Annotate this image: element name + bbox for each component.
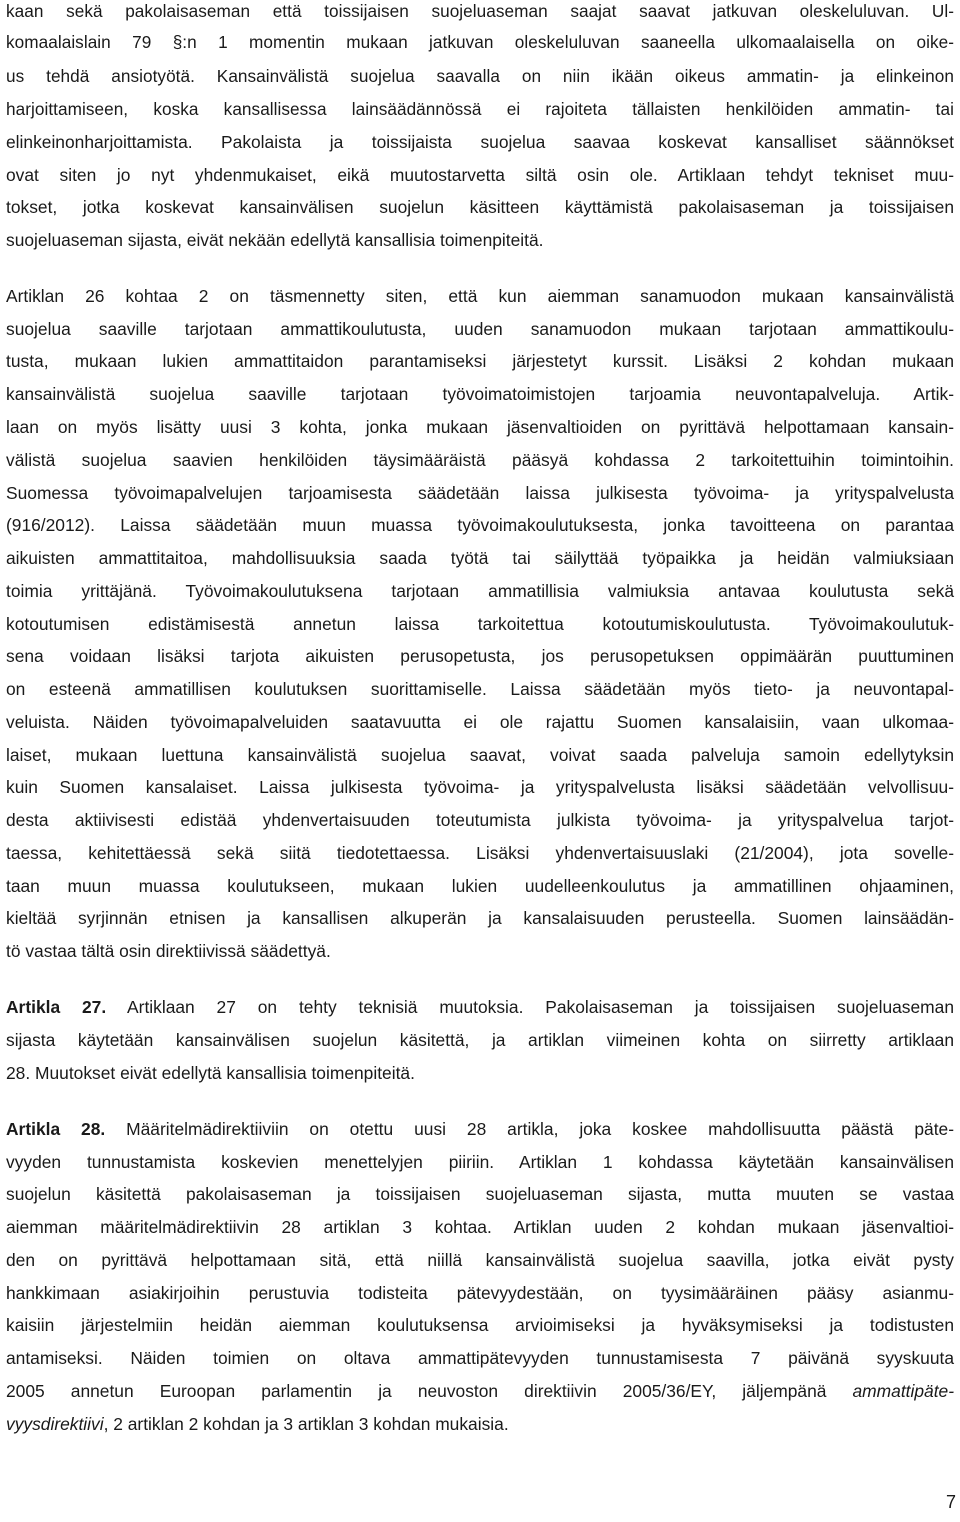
text-line: välistä suojelua saavien henkilöiden täysimääräistä pääsyä kohdassa 2 tarkoitettuihin toimintoihin. bbox=[6, 450, 954, 470]
text-line: tö vastaa tältä osin direktiivissä säädettyä. bbox=[6, 941, 331, 961]
text-line: Suomessa työvoimapalvelujen tarjoamisesta säädetään laissa julkisesta työvoima- ja yrityspalvelusta bbox=[6, 483, 954, 503]
text-span: Määritelmädirektiiviin on otettu uusi 28 artikla, joka koskee mahdollisuutta päästä päte- bbox=[105, 1119, 954, 1139]
text-line: hankkimaan asiakirjoihin perustuvia todisteita pätevyydestään, on tyysimääräinen pääsy asianmu- bbox=[6, 1283, 954, 1303]
text-line: on esteenä ammatillisen koulutuksen suorittamiselle. Laissa säädetään myös tieto- ja neuvontapal- bbox=[6, 679, 954, 699]
text-line: kaan sekä pakolaisaseman että toissijaisen suojeluaseman saajat saavat jatkuvan oleskeluluvan. Ul- bbox=[6, 1, 954, 21]
text-line bbox=[6, 1118, 954, 1140]
text-line: taessa, kehitettäessä sekä siitä tiedotettaessa. Lisäksi yhdenvertaisuuslaki (21/2004), jota sovelle- bbox=[6, 843, 954, 863]
text-line: aikuisten ammattitaitoa, mahdollisuuksia saada työtä tai säilyttää työpaikka ja heidän valmiuksiaan bbox=[6, 548, 954, 568]
text-line: ovat siten jo nyt yhdenmukaiset, eikä muutostarvetta siltä osin ole. Artiklaan tehdyt tekniset muu- bbox=[6, 165, 954, 185]
text-line: kotoutumisen edistämisestä annetun laissa tarkoitettua kotoutumiskoulutusta. Työvoimakoulutuk- bbox=[6, 614, 954, 634]
text-line: den on pyrittävä helpottamaan sitä, että niillä kansainvälistä suojelua saavilla, jotka eivät pysty bbox=[6, 1250, 954, 1270]
section-heading: Artikla 27. bbox=[6, 997, 107, 1017]
page-number: 7 bbox=[945, 1492, 956, 1512]
text-line: 28. Muutokset eivät edellytä kansallisia toimenpiteitä. bbox=[6, 1063, 415, 1083]
text-line: komaalaislain 79 §:n 1 momentin mukaan jatkuvan oleskeluluvan saaneella ulkomaalaisella on oike- bbox=[6, 32, 954, 52]
text-line: laan on myös lisätty uusi 3 kohta, jonka mukaan jäsenvaltioiden on pyrittävä helpottamaan kansain- bbox=[6, 417, 954, 437]
text-line: kieltää syrjinnän etnisen ja kansallisen alkuperän ja kansalaisuuden perusteella. Suomen lainsäädän- bbox=[6, 908, 954, 928]
text-line: veluista. Näiden työvoimapalveluiden saatavuutta ei ole rajattu Suomen kansalaisiin, vaan ulkomaa- bbox=[6, 712, 954, 732]
text-line bbox=[6, 996, 954, 1018]
text-line: suojelua saaville tarjotaan ammattikoulutusta, uuden sanamuodon mukaan tarjotaan ammattikoulu- bbox=[6, 319, 954, 339]
section-heading: Artikla 28. bbox=[6, 1119, 106, 1139]
text-line: desta aktiivisesti edistää yhdenvertaisuuden toteutumista julkista työvoima- ja yrityspalvelua tarjot- bbox=[6, 810, 954, 830]
text-span: , 2 artiklan 2 kohdan ja 3 artiklan 3 kohdan mukaisia. bbox=[103, 1414, 509, 1434]
text-line: harjoittamiseen, koska kansallisessa lainsäädännössä ei rajoiteta tällaisten henkilöiden ammatin- tai bbox=[6, 99, 954, 119]
text-line: laiset, mukaan luettuna kansainvälistä suojelua saavat, voivat saada palveluja samoin edellytyksin bbox=[6, 745, 954, 765]
text-line: us tehdä ansiotyötä. Kansainvälistä suojelua saavalla on niin ikään oikeus ammatin- ja elinkeinon bbox=[6, 66, 954, 86]
text-line: kaisiin järjestelmiin heidän aiemman koulutuksensa arvioimiseksi ja hyväksymiseksi ja todistusten bbox=[6, 1315, 954, 1335]
text-line: elinkeinonharjoittamista. Pakolaista ja toissijaista suojelua saavaa koskevat kansalliset säännökset bbox=[6, 132, 954, 152]
text-line: vyyden tunnustamista koskevien menettelyjen piiriin. Artiklan 1 kohdassa käytetään kansainvälisen bbox=[6, 1152, 954, 1172]
text-line: tokset, jotka koskevat kansainvälisen suojelun käsitteen käyttämistä pakolaisaseman ja toissijaisen bbox=[6, 197, 954, 217]
text-line: antamiseksi. Näiden toimien on oltava ammattipätevyyden tunnustamisesta 7 päivänä syyskuuta bbox=[6, 1348, 954, 1368]
text-line: sena voidaan lisäksi tarjota aikuisten perusopetusta, jos perusopetuksen oppimäärän puuttuminen bbox=[6, 646, 954, 666]
text-line: suojelun käsitettä pakolaisaseman ja toissijaisen suojeluaseman sijasta, mutta muuten se vastaa bbox=[6, 1184, 954, 1204]
italic-term: vyysdirektiivi bbox=[6, 1414, 104, 1434]
text-line: taan muun muassa koulutukseen, mukaan lukien uudelleenkoulutus ja ammatillinen ohjaaminen, bbox=[6, 876, 954, 896]
text-line bbox=[6, 1380, 954, 1402]
text-line: kansainvälistä suojelua saaville tarjotaan työvoimatoimistojen tarjoamia neuvontapalveluja. Artik- bbox=[6, 384, 954, 404]
text-line bbox=[6, 1413, 509, 1435]
text-line: tusta, mukaan lukien ammattitaidon parantamiseksi järjestetyt kurssit. Lisäksi 2 kohdan mukaan bbox=[6, 351, 954, 371]
text-line: toimia yrittäjänä. Työvoimakoulutuksena tarjotaan ammatillisia valmiuksia antavaa koulutusta sekä bbox=[6, 581, 954, 601]
text-line: kuin Suomen kansalaiset. Laissa julkisesta työvoima- ja yrityspalvelusta lisäksi säädetään velvollisuu- bbox=[6, 777, 954, 797]
text-line: (916/2012). Laissa säädetään muun muassa työvoimakoulutuksesta, jonka tavoitteena on parantaa bbox=[6, 515, 954, 535]
text-line: aiemman määritelmädirektiivin 28 artiklan 3 kohtaa. Artiklan uuden 2 kohdan mukaan jäsenvaltioi- bbox=[6, 1217, 954, 1237]
italic-term: ammattipäte- bbox=[852, 1381, 954, 1401]
text-line: sijasta käytetään kansainvälisen suojelun käsitettä, ja artiklan viimeinen kohta on siirretty artiklaan bbox=[6, 1030, 954, 1050]
text-span: 2005 annetun Euroopan parlamentin ja neuvoston direktiivin 2005/36/EY, jäljempänä bbox=[6, 1381, 853, 1401]
text-span: Artiklaan 27 on tehty teknisiä muutoksia. Pakolaisaseman ja toissijaisen suojeluaseman bbox=[106, 997, 954, 1017]
text-line: suojeluaseman sijasta, eivät nekään edellytä kansallisia toimenpiteitä. bbox=[6, 230, 544, 250]
text-line: Artiklan 26 kohtaa 2 on täsmennetty siten, että kun aiemman sanamuodon mukaan kansainvälistä bbox=[6, 286, 954, 306]
